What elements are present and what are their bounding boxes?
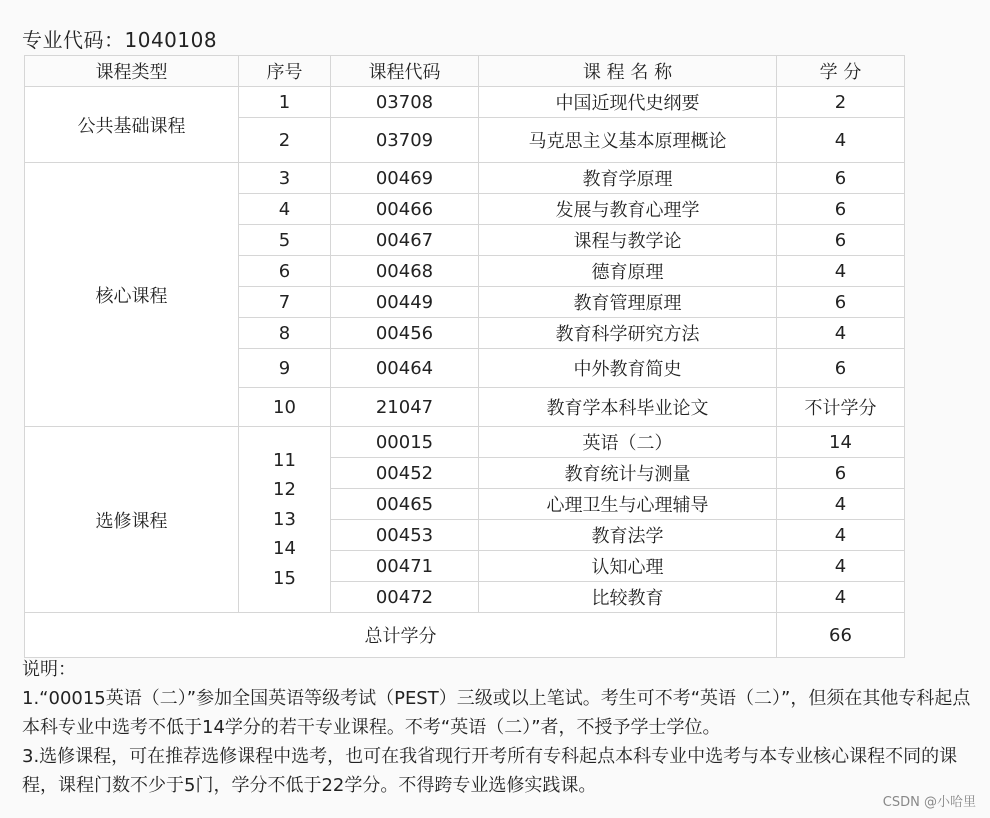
cell-credit: 6 — [777, 163, 905, 194]
cell-credit: 4 — [777, 520, 905, 551]
curriculum-table — [24, 55, 905, 658]
header-credit: 学 分 — [777, 56, 905, 87]
cell-name: 德育原理 — [479, 256, 777, 287]
cell-credit: 4 — [777, 582, 905, 613]
cell-code: 00452 — [331, 458, 479, 489]
cell-credit: 4 — [777, 118, 905, 163]
cell-code: 00472 — [331, 582, 479, 613]
elective-seq-cell — [239, 427, 331, 613]
cell-code: 00465 — [331, 489, 479, 520]
table-row — [25, 87, 905, 118]
cell-credit: 6 — [777, 349, 905, 388]
cell-credit: 4 — [777, 489, 905, 520]
cell-seq: 6 — [239, 256, 331, 287]
cell-code: 03709 — [331, 118, 479, 163]
table-header-row — [25, 56, 905, 87]
cell-seq: 5 — [239, 225, 331, 256]
cell-seq: 2 — [239, 118, 331, 163]
cell-code: 00456 — [331, 318, 479, 349]
cell-credit: 4 — [777, 551, 905, 582]
table-row — [25, 163, 905, 194]
total-value: 66 — [777, 613, 905, 658]
cell-seq: 8 — [239, 318, 331, 349]
cell-code: 00468 — [331, 256, 479, 287]
cell-code: 00469 — [331, 163, 479, 194]
cell-code: 00453 — [331, 520, 479, 551]
cell-credit: 4 — [777, 318, 905, 349]
cell-name: 英语（二） — [479, 427, 777, 458]
cell-name: 心理卫生与心理辅导 — [479, 489, 777, 520]
cell-credit: 6 — [777, 194, 905, 225]
elective-seq: 13 — [273, 508, 296, 530]
cell-code: 00449 — [331, 287, 479, 318]
elective-seq: 15 — [273, 567, 296, 589]
cell-seq: 4 — [239, 194, 331, 225]
cell-seq: 10 — [239, 388, 331, 427]
cell-code: 00471 — [331, 551, 479, 582]
elective-seq: 11 — [273, 449, 296, 471]
cell-credit: 2 — [777, 87, 905, 118]
major-code: 专业代码：1040108 — [22, 28, 218, 52]
cell-code: 00464 — [331, 349, 479, 388]
table-row — [25, 427, 905, 458]
cell-name: 认知心理 — [479, 551, 777, 582]
cell-credit: 4 — [777, 256, 905, 287]
cell-seq: 7 — [239, 287, 331, 318]
note-item-3: 3.选修课程，可在推荐选修课程中选考，也可在我省现行开考所有专科起点本科专业中选考与本专业核心课程不同的课程，课程门数不少于5门，学分不低于22学分。不得跨专业选修实践课。 — [22, 746, 958, 796]
note-item-1: 1.“00015英语（二）”参加全国英语等级考试（PEST）三级或以上笔试。考生可不考“英语（二）”，但须在其他专科起点本科专业中选考不低于14学分的若干专业课程。不考“英语（二）”者，不授予学士学位。 — [22, 688, 971, 738]
header-seq: 序号 — [239, 56, 331, 87]
cell-code: 00467 — [331, 225, 479, 256]
elective-seq: 12 — [273, 479, 296, 501]
cell-name: 教育学原理 — [479, 163, 777, 194]
cell-name: 比较教育 — [479, 582, 777, 613]
cell-name: 中国近现代史纲要 — [479, 87, 777, 118]
group-core: 核心课程 — [25, 163, 239, 427]
cell-name: 教育管理原理 — [479, 287, 777, 318]
cell-name: 中外教育简史 — [479, 349, 777, 388]
cell-name: 马克思主义基本原理概论 — [479, 118, 777, 163]
cell-name: 课程与教学论 — [479, 225, 777, 256]
cell-seq: 3 — [239, 163, 331, 194]
total-label: 总计学分 — [25, 613, 777, 658]
total-row — [25, 613, 905, 658]
header-course-type: 课程类型 — [25, 56, 239, 87]
group-elective: 选修课程 — [25, 427, 239, 613]
cell-credit: 6 — [777, 287, 905, 318]
cell-seq: 9 — [239, 349, 331, 388]
elective-seq: 14 — [273, 538, 296, 560]
cell-credit: 14 — [777, 427, 905, 458]
cell-credit: 6 — [777, 458, 905, 489]
group-public: 公共基础课程 — [25, 87, 239, 163]
cell-name: 教育科学研究方法 — [479, 318, 777, 349]
cell-name: 教育法学 — [479, 520, 777, 551]
cell-code: 21047 — [331, 388, 479, 427]
cell-code: 00015 — [331, 427, 479, 458]
cell-code: 03708 — [331, 87, 479, 118]
cell-credit: 不计学分 — [777, 388, 905, 427]
cell-name: 发展与教育心理学 — [479, 194, 777, 225]
cell-name: 教育统计与测量 — [479, 458, 777, 489]
cell-credit: 6 — [777, 225, 905, 256]
notes — [22, 655, 982, 800]
cell-code: 00466 — [331, 194, 479, 225]
notes-title: 说明： — [22, 659, 76, 680]
watermark: CSDN @小哈里 — [882, 795, 976, 810]
header-name: 课 程 名 称 — [479, 56, 777, 87]
cell-seq: 1 — [239, 87, 331, 118]
header-code: 课程代码 — [331, 56, 479, 87]
cell-name: 教育学本科毕业论文 — [479, 388, 777, 427]
